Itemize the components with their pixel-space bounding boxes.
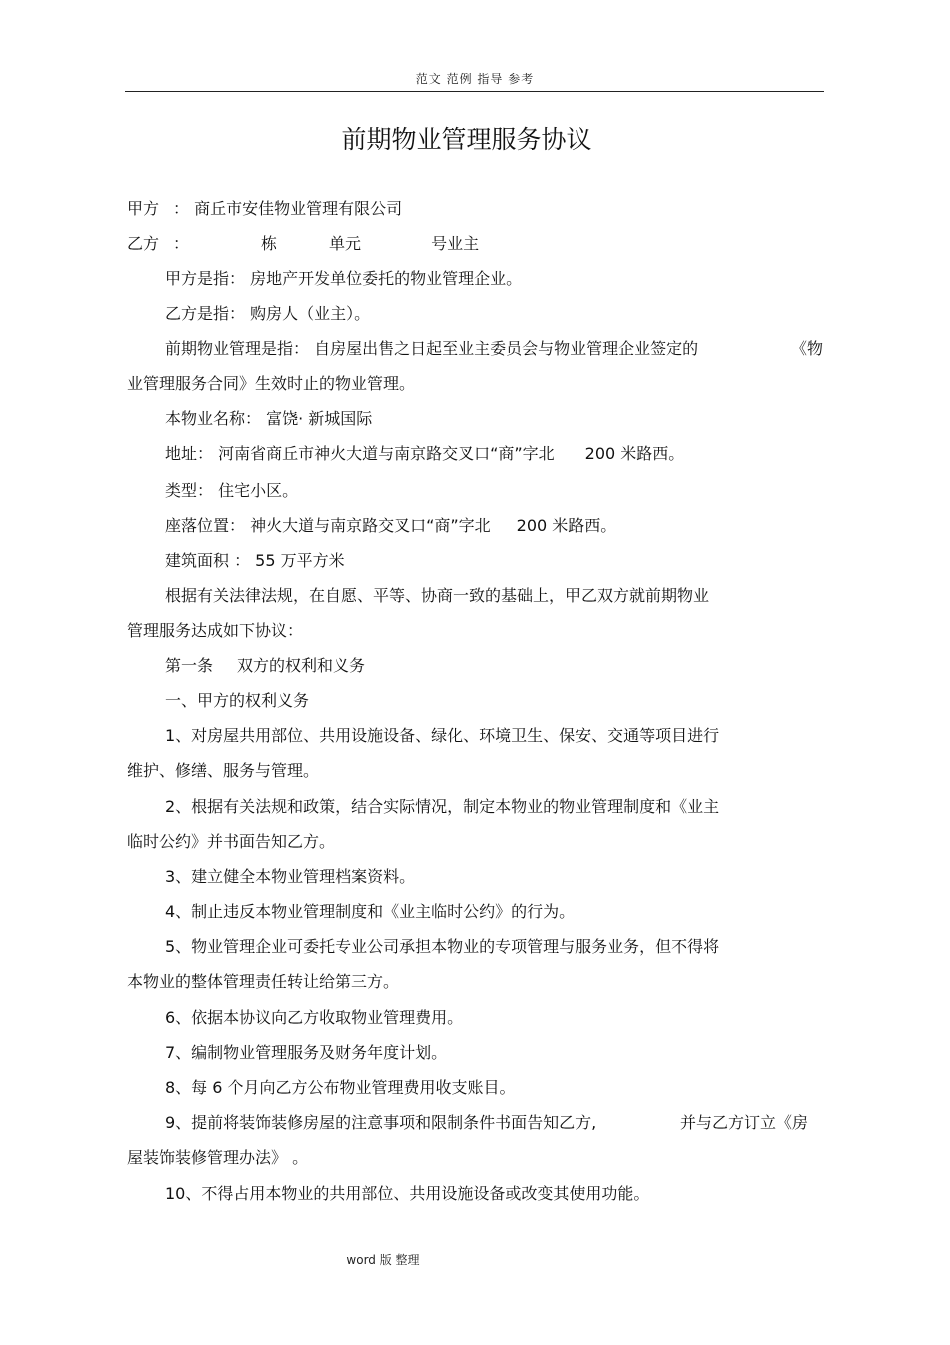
party-b-colon: ：: [173, 234, 190, 253]
item-6: 6、依据本协议向乙方收取物业管理费用。: [165, 1008, 464, 1027]
party-a-definition: 甲方是指： 房地产开发单位委托的物业管理企业。: [165, 269, 523, 288]
item-10: 10、不得占用本物业的共用部位、共用设施设备或改变其使用功能。: [165, 1184, 650, 1203]
article1-heading: [165, 656, 365, 676]
article1-title: 双方的权利和义务: [237, 656, 366, 675]
property-location: [165, 516, 616, 536]
item-2-line2: 临时公约》并书面告知乙方。: [127, 832, 336, 851]
header-text: 范文 范例 指导 参考: [415, 72, 535, 86]
property-area: 建筑面积 ： 55 万平方米: [165, 551, 345, 570]
item-1-line2: 维护、修缮、服务与管理。: [127, 761, 320, 780]
item-9-line2: 屋装饰装修管理办法》 。: [127, 1148, 309, 1167]
item-5-line2: 本物业的整体管理责任转让给第三方。: [127, 972, 400, 991]
section-a-heading: 一、甲方的权利义务: [165, 691, 310, 710]
party-a-label: 甲方: [127, 199, 160, 218]
party-b-owner: 号业主: [431, 234, 480, 253]
property-location-text: 座落位置： 神火大道与南京路交叉口“商”字北: [165, 516, 491, 535]
item-5-line1: 5、物业管理企业可委托专业公司承担本物业的专项管理与服务业务，但不得将: [165, 937, 720, 956]
property-type: 类型： 住宅小区。: [165, 481, 299, 500]
page-footer: word 版 整理: [346, 1253, 420, 1267]
header-divider: [125, 91, 824, 92]
property-address-distance: 200 米路西。: [584, 444, 685, 463]
article1-number: 第一条: [165, 656, 214, 675]
preliminary-definition-line1: 前期物业管理是指： 自房屋出售之日起至业主委员会与物业管理企业签定的: [165, 339, 699, 358]
preliminary-definition-line2: 业管理服务合同》生效时止的物业管理。: [127, 374, 416, 393]
property-location-distance: 200 米路西。: [516, 516, 617, 535]
item-4: 4、制止违反本物业管理制度和《业主临时公约》的行为。: [165, 902, 576, 921]
item-9-line1: 9、提前将装饰装修房屋的注意事项和限制条件书面告知乙方,: [165, 1113, 597, 1132]
property-address: [165, 444, 684, 464]
document-title: 前期物业管理服务协议: [341, 125, 592, 154]
property-address-text: 地址： 河南省商丘市神火大道与南京路交叉口“商”字北: [165, 444, 555, 463]
item-9-line1-end: 并与乙方订立《房: [680, 1113, 809, 1132]
party-a-value: ： 商丘市安佳物业管理有限公司: [173, 199, 403, 218]
item-2-line1: 2、根据有关法规和政策，结合实际情况，制定本物业的物业管理制度和《业主: [165, 797, 720, 816]
party-b-label: 乙方: [127, 234, 160, 253]
item-3: 3、建立健全本物业管理档案资料。: [165, 867, 416, 886]
item-1-line1: 1、对房屋共用部位、共用设施设备、绿化、环境卫生、保安、交通等项目进行: [165, 726, 720, 745]
party-a-line: [127, 199, 402, 219]
party-b-definition: 乙方是指： 购房人（业主）。: [165, 304, 371, 323]
item-8: 8、每 6 个月向乙方公布物业管理费用收支账目。: [165, 1078, 516, 1097]
preliminary-definition-line1-end: 《物: [791, 339, 824, 358]
party-b-line: [127, 234, 479, 254]
preamble-line2: 管理服务达成如下协议：: [127, 621, 304, 640]
party-b-building: 栋: [261, 234, 278, 253]
preamble-line1: 根据有关法律法规，在自愿、平等、协商一致的基础上，甲乙双方就前期物业: [165, 586, 710, 605]
item-7: 7、编制物业管理服务及财务年度计划。: [165, 1043, 448, 1062]
property-name: 本物业名称： 富饶· 新城国际: [165, 409, 373, 428]
party-b-unit: 单元: [329, 234, 362, 253]
